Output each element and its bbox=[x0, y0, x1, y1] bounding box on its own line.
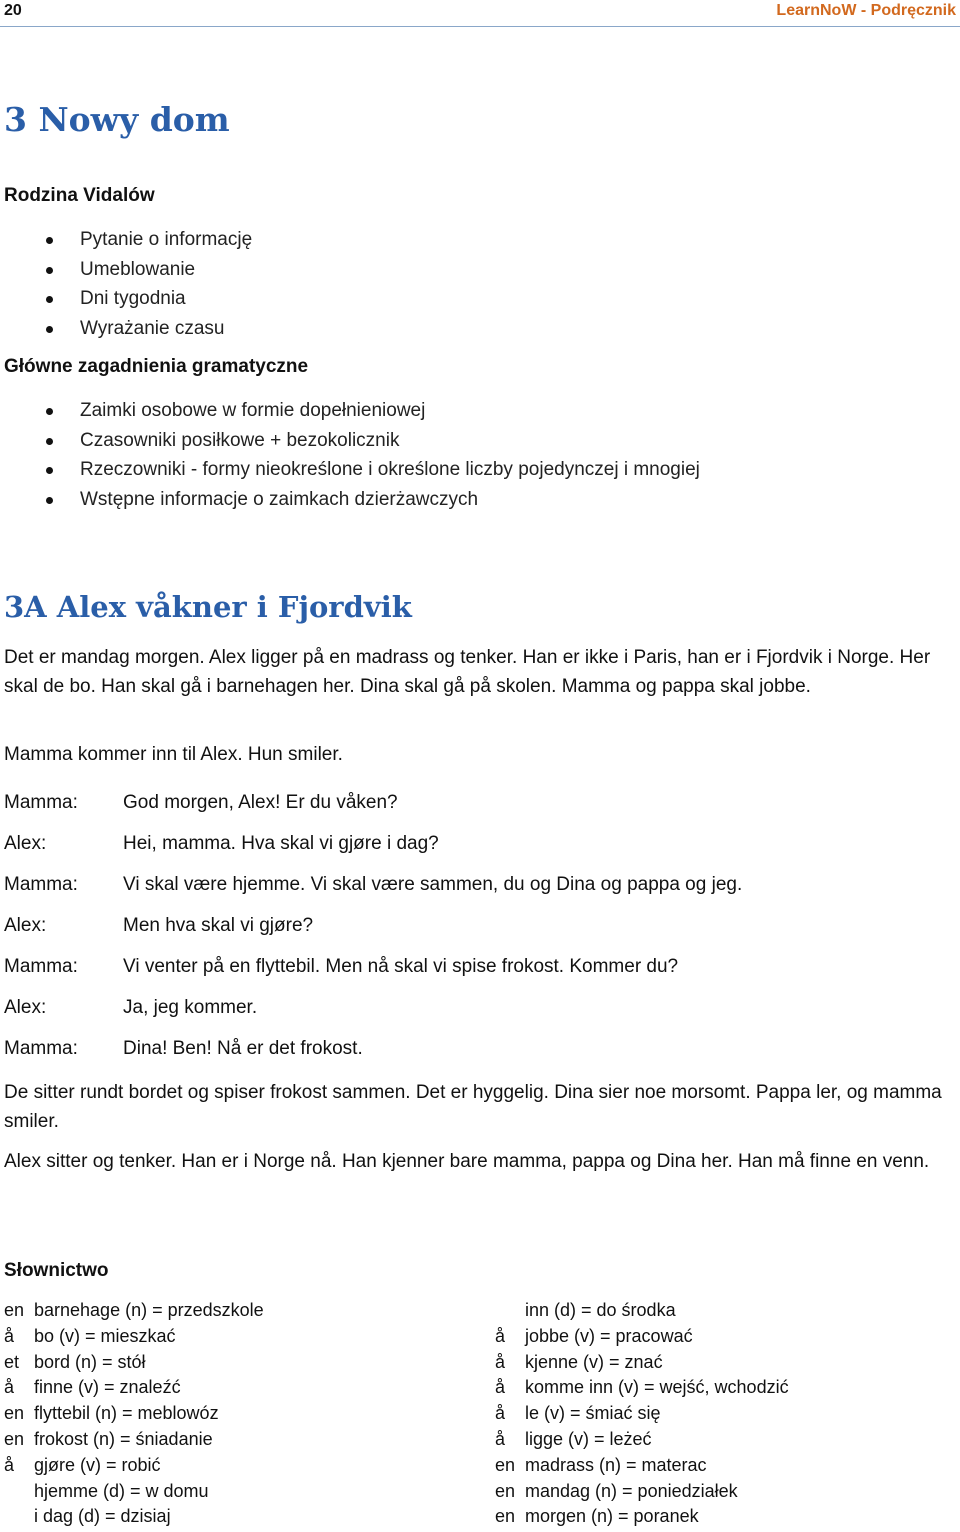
utterance: Dina! Ben! Nå er det frokost. bbox=[123, 1038, 363, 1059]
vocabulary-entry bbox=[4, 1479, 464, 1505]
vocabulary-entry bbox=[4, 1298, 464, 1324]
article: en bbox=[495, 1506, 516, 1527]
article: en bbox=[4, 1403, 25, 1424]
vocabulary-left-column bbox=[4, 1298, 464, 1530]
entry-text: finne (v) = znaleźć bbox=[34, 1377, 181, 1398]
entry-text: bord (n) = stół bbox=[34, 1351, 146, 1372]
vocabulary-entry bbox=[4, 1324, 464, 1350]
article: et bbox=[4, 1351, 20, 1372]
entry-text: kjenne (v) = znać bbox=[525, 1351, 663, 1372]
entry-text: flyttebil (n) = meblowóz bbox=[34, 1403, 219, 1424]
speaker: Mamma: bbox=[4, 956, 78, 977]
dialogue-line bbox=[4, 946, 944, 987]
article: å bbox=[495, 1428, 506, 1449]
entry-text: barnehage (n) = przedszkole bbox=[34, 1300, 264, 1320]
entry-text: komme inn (v) = wejść, wchodzić bbox=[525, 1377, 789, 1398]
vocabulary-entry bbox=[4, 1427, 464, 1453]
vocabulary-entry bbox=[4, 1375, 464, 1401]
dialogue-line bbox=[4, 905, 944, 946]
article: å bbox=[495, 1377, 506, 1398]
utterance: Vi skal være hjemme. Vi skal være sammen, du og Dina og pappa og jeg. bbox=[123, 874, 743, 895]
book-title: LearnNoW - Podręcznik bbox=[776, 2, 956, 19]
article: en bbox=[495, 1454, 516, 1475]
vocabulary-entry bbox=[495, 1504, 955, 1530]
dialogue-line bbox=[4, 823, 944, 864]
entry-text: frokost (n) = śniadanie bbox=[34, 1428, 213, 1449]
article: å bbox=[495, 1351, 506, 1372]
vocabulary-heading: Słownictwo bbox=[4, 1260, 109, 1281]
entry-text: bo (v) = mieszkać bbox=[34, 1325, 176, 1346]
grammar-heading: Główne zagadnienia gramatyczne bbox=[4, 356, 309, 377]
vocabulary-entry bbox=[4, 1350, 464, 1376]
vocabulary-entry bbox=[495, 1324, 955, 1350]
vocabulary-entry bbox=[495, 1350, 955, 1376]
utterance: God morgen, Alex! Er du våken? bbox=[123, 792, 398, 813]
list-item: Umeblowanie bbox=[0, 255, 252, 285]
entry-text: madrass (n) = materac bbox=[525, 1454, 707, 1475]
list-item: Rzeczowniki - formy nieokreślone i określone liczby pojedynczej i mnogiej bbox=[0, 455, 700, 485]
vocabulary-entry bbox=[495, 1401, 955, 1427]
speaker: Mamma: bbox=[4, 1038, 78, 1059]
entry-text: le (v) = śmiać się bbox=[525, 1403, 661, 1424]
entry-text: ligge (v) = leżeć bbox=[525, 1428, 652, 1449]
dialogue-line bbox=[4, 782, 944, 823]
entry-text: morgen (n) = poranek bbox=[525, 1506, 699, 1527]
grammar-list bbox=[0, 396, 700, 514]
vocabulary-entry bbox=[495, 1479, 955, 1505]
vocabulary-right-column bbox=[495, 1298, 955, 1530]
list-item: Dni tygodnia bbox=[0, 284, 252, 314]
speaker: Mamma: bbox=[4, 792, 78, 813]
utterance: Men hva skal vi gjøre? bbox=[123, 915, 314, 936]
utterance: Ja, jeg kommer. bbox=[123, 997, 258, 1018]
dialogue-line bbox=[4, 864, 944, 905]
article: å bbox=[495, 1403, 506, 1424]
vocabulary-entry bbox=[4, 1504, 464, 1530]
dialogue-line bbox=[4, 1028, 944, 1069]
outro-paragraph: De sitter rundt bordet og spiser frokost sammen. Det er hyggelig. Dina sier noe morsomt. Pappa ler, og mamma smiler. bbox=[4, 1082, 942, 1132]
article: en bbox=[495, 1480, 516, 1501]
entry-text: jobbe (v) = pracować bbox=[525, 1325, 693, 1346]
entry-text: hjemme (d) = w domu bbox=[34, 1480, 209, 1501]
article: å bbox=[495, 1325, 506, 1346]
utterance: Hei, mamma. Hva skal vi gjøre i dag? bbox=[123, 833, 439, 854]
entry-text: mandag (n) = poniedziałek bbox=[525, 1480, 738, 1501]
entry-text: gjøre (v) = robić bbox=[34, 1454, 161, 1475]
speaker: Alex: bbox=[4, 915, 47, 936]
intro-paragraph-2: Mamma kommer inn til Alex. Hun smiler. bbox=[4, 744, 343, 765]
vocabulary-entry bbox=[495, 1298, 955, 1324]
speaker: Alex: bbox=[4, 997, 47, 1018]
vocabulary-entry bbox=[495, 1375, 955, 1401]
speaker: Mamma: bbox=[4, 874, 78, 895]
list-item: Wyrażanie czasu bbox=[0, 314, 252, 344]
article: en bbox=[4, 1428, 25, 1449]
article: en bbox=[4, 1300, 25, 1320]
chapter-title: 3 Nowy dom bbox=[4, 100, 230, 139]
topics-list bbox=[0, 225, 252, 343]
article: å bbox=[4, 1377, 15, 1398]
vocabulary-entry bbox=[4, 1401, 464, 1427]
entry-text: i dag (d) = dzisiaj bbox=[34, 1506, 171, 1527]
page-header bbox=[0, 0, 960, 27]
list-item: Czasowniki posiłkowe + bezokolicznik bbox=[0, 426, 700, 456]
topics-heading: Rodzina Vidalów bbox=[4, 185, 155, 206]
vocabulary-entry bbox=[495, 1427, 955, 1453]
intro-paragraph: Det er mandag morgen. Alex ligger på en madrass og tenker. Han er ikke i Paris, han er i Fjordvik i Norge. Her skal de bo. Han skal gå i barnehagen her. Dina skal gå på skolen. Mamma og pappa skal jobbe. bbox=[4, 647, 931, 697]
list-item: Zaimki osobowe w formie dopełnieniowej bbox=[0, 396, 700, 426]
speaker: Alex: bbox=[4, 833, 47, 854]
vocabulary-entry bbox=[4, 1453, 464, 1479]
list-item: Pytanie o informację bbox=[0, 225, 252, 255]
list-item: Wstępne informacje o zaimkach dzierżawczych bbox=[0, 485, 700, 515]
vocabulary-entry bbox=[495, 1453, 955, 1479]
section-title: 3A Alex våkner i Fjordvik bbox=[4, 590, 412, 624]
utterance: Vi venter på en flyttebil. Men nå skal vi spise frokost. Kommer du? bbox=[123, 956, 679, 977]
page-number: 20 bbox=[4, 2, 22, 19]
entry-text: inn (d) = do środka bbox=[525, 1300, 676, 1320]
article: å bbox=[4, 1454, 15, 1475]
outro-paragraph-2: Alex sitter og tenker. Han er i Norge nå. Han kjenner bare mamma, pappa og Dina her. Han må finne en venn. bbox=[4, 1151, 930, 1172]
dialogue bbox=[4, 782, 944, 1069]
dialogue-line bbox=[4, 987, 944, 1028]
article: å bbox=[4, 1325, 15, 1346]
